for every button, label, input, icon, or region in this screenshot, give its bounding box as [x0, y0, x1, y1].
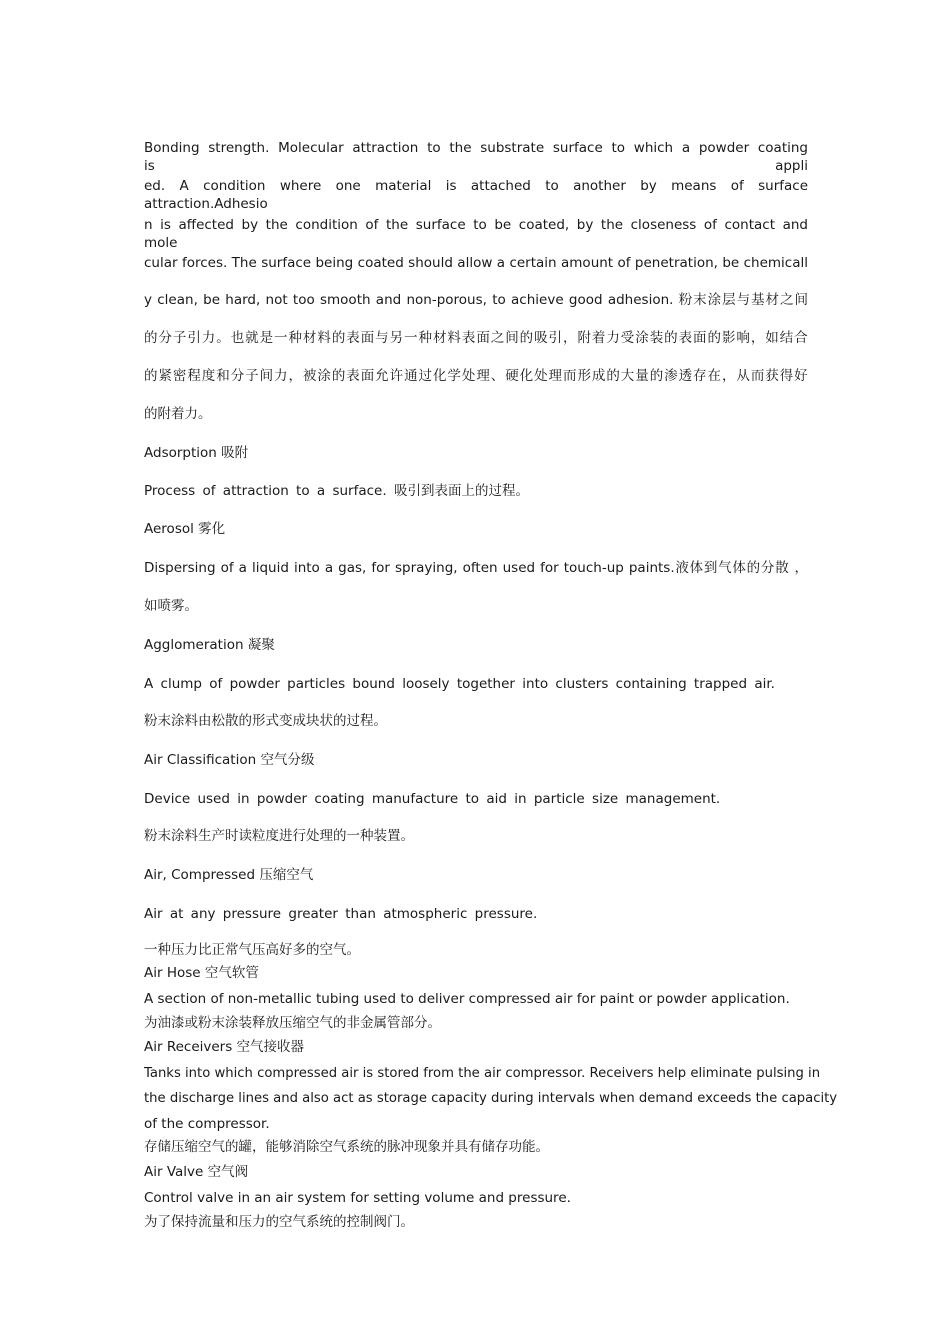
definition-line: 为油漆或粉末涂装释放压缩空气的非金属管部分。 [144, 1015, 441, 1031]
term-heading: Air Receivers 空气接收器 [144, 1039, 305, 1055]
term-heading: Air Valve 空气阀 [144, 1164, 249, 1180]
definition-line: A section of non-metallic tubing used to deliver compressed air for paint or powder application. [144, 991, 790, 1007]
term-heading: Air Hose 空气软管 [144, 965, 259, 981]
definition-line: 一种压力比正常气压高好多的空气。 [144, 942, 360, 958]
text-line: y clean, be hard, not too smooth and non-porous, to achieve good adhesion. 粉末涂层与基材之间 [144, 292, 808, 308]
definition-line: 如喷雾。 [144, 598, 198, 614]
term-heading: Adsorption 吸附 [144, 445, 249, 461]
definition-line: Process of attraction to a surface. 吸引到表面上的过程。 [144, 483, 529, 499]
definition-line: A clump of powder particles bound loosely together into clusters containing trapped air. [144, 676, 775, 692]
definition-line: Tanks into which compressed air is stored from the air compressor. Receivers help eliminate pulsing in [144, 1066, 821, 1081]
text-line: 的分子引力。也就是一种材料的表面与另一种材料表面之间的吸引，附着力受涂装的表面的影响，如结合 [144, 330, 808, 346]
definition-line: the discharge lines and also act as storage capacity during intervals when demand exceeds the capacity [144, 1091, 838, 1106]
definition-line: 存储压缩空气的罐，能够消除空气系统的脉冲现象并具有储存功能。 [144, 1139, 549, 1155]
definition-line: 为了保持流量和压力的空气系统的控制阀门。 [144, 1214, 414, 1230]
text-line: cular forces. The surface being coated should allow a certain amount of penetration, be chemicall [144, 255, 808, 271]
definition-line: of the compressor. [144, 1116, 270, 1132]
definition-line: Air at any pressure greater than atmospheric pressure. [144, 906, 538, 922]
text-line: n is affected by the condition of the surface to be coated, by the closeness of contact and mole [144, 217, 808, 251]
definition-line: Dispersing of a liquid into a gas, for spraying, often used for touch-up paints.液体到气体的分散 ， [144, 560, 808, 576]
term-heading: Air, Compressed 压缩空气 [144, 867, 314, 883]
text-line: 的附着力。 [144, 406, 212, 422]
definition-line: 粉末涂料由松散的形式变成块状的过程。 [144, 713, 387, 729]
definition-line: Control valve in an air system for setting volume and pressure. [144, 1190, 571, 1206]
definition-line: Device used in powder coating manufacture to aid in particle size management. [144, 791, 721, 807]
term-heading: Agglomeration 凝聚 [144, 637, 275, 653]
text-line: Bonding strength. Molecular attraction to the substrate surface to which a powder coating is appli [144, 140, 808, 174]
term-heading: Aerosol 雾化 [144, 521, 226, 537]
text-line: 的紧密程度和分子间力，被涂的表面允许通过化学处理、硬化处理而形成的大量的渗透存在，从而获得好 [144, 368, 808, 384]
term-heading: Air Classification 空气分级 [144, 752, 315, 768]
text-line: ed. A condition where one material is attached to another by means of surface attraction.Adhesio [144, 178, 808, 212]
definition-line: 粉末涂料生产时读粒度进行处理的一种装置。 [144, 828, 414, 844]
